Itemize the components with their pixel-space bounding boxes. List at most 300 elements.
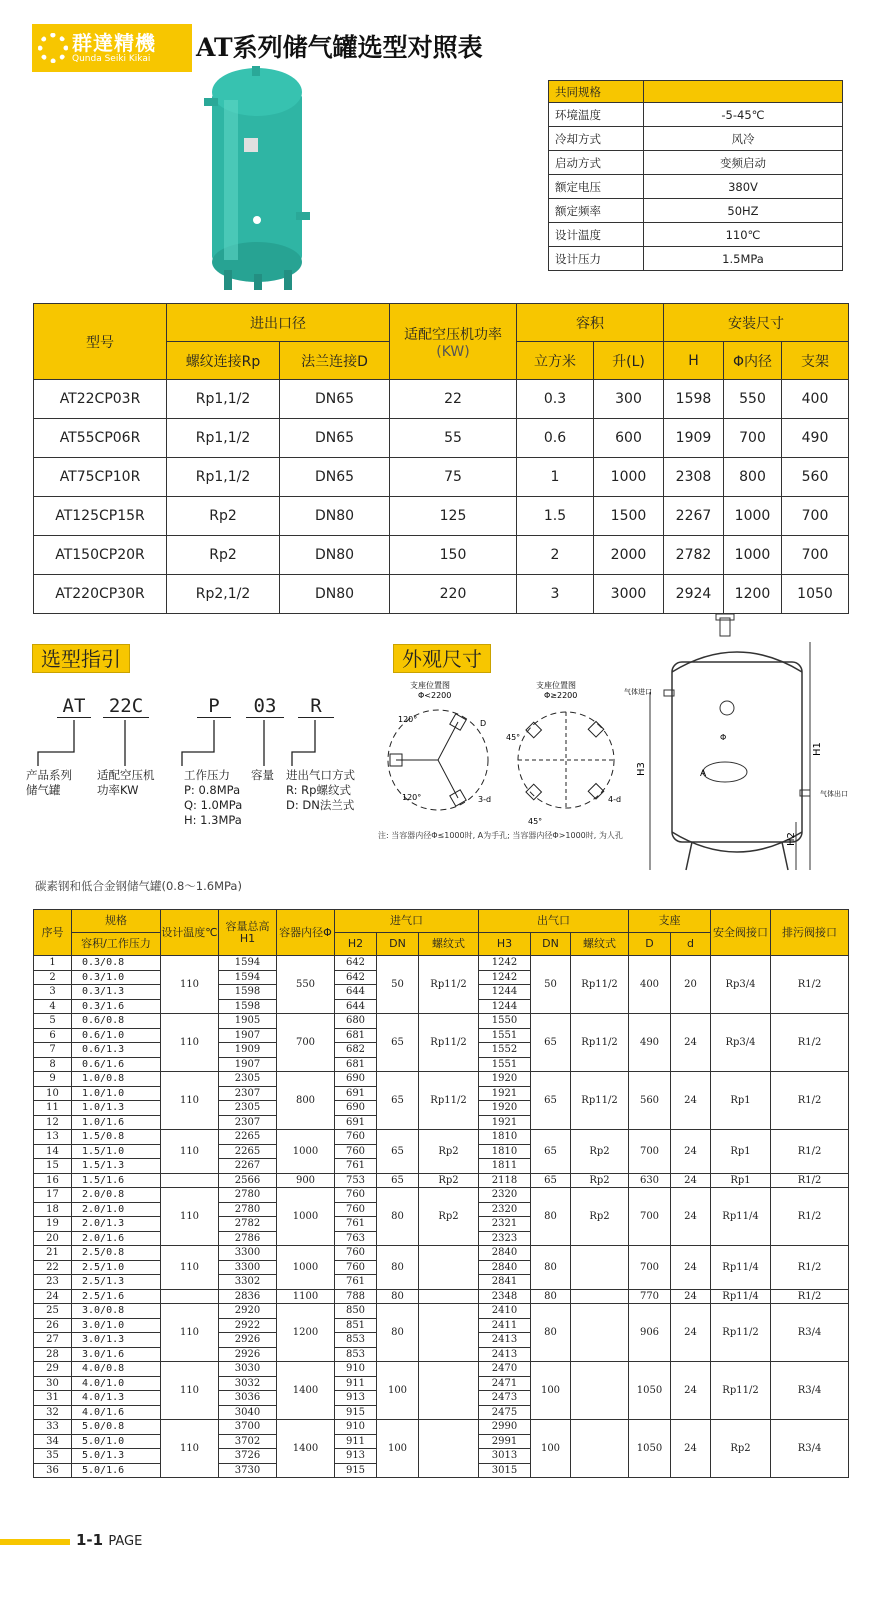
spec-label: 设计温度 [549, 223, 644, 247]
th-sup: 支座 [629, 910, 711, 933]
cell-h3: 1921 [479, 1115, 531, 1130]
cell-h2: 760 [335, 1246, 377, 1261]
table-cell: AT150CP20R [34, 536, 167, 575]
cell-safety: Rp11/2 [711, 1304, 771, 1362]
table-row [34, 1188, 849, 1203]
cell-spec: 2.5/1.3 [72, 1275, 161, 1290]
cell-h2: 690 [335, 1072, 377, 1087]
th-l: 升(L) [594, 342, 664, 380]
th-stand: 支架 [782, 342, 849, 380]
cell-no: 26 [34, 1318, 72, 1333]
cell-height: 1909 [219, 1043, 277, 1058]
section-selection-guide: 选型指引 [32, 644, 130, 673]
cell-h2: 680 [335, 1014, 377, 1029]
cell-height: 2265 [219, 1144, 277, 1159]
table-cell: 1500 [594, 497, 664, 536]
cell-h3: 3015 [479, 1463, 531, 1478]
cell-d: 24 [671, 1072, 711, 1130]
th-out: 出气口 [479, 910, 629, 933]
cell-h2: 681 [335, 1057, 377, 1072]
cell-height: 3030 [219, 1362, 277, 1377]
cell-thread2: Rp2 [571, 1130, 629, 1174]
cell-h2: 911 [335, 1376, 377, 1391]
code-connector-lines [30, 720, 350, 770]
cell-h2: 642 [335, 956, 377, 971]
cell-spec: 3.0/1.0 [72, 1318, 161, 1333]
cell-h3: 2990 [479, 1420, 531, 1435]
cell-no: 24 [34, 1289, 72, 1304]
th-temp: 设计温度℃ [161, 910, 219, 956]
spec-value: 变频启动 [644, 151, 843, 175]
cell-dia: 550 [277, 956, 335, 1014]
svg-text:120°: 120° [398, 715, 418, 724]
spec-row [549, 223, 843, 247]
cell-h3: 2413 [479, 1347, 531, 1362]
cell-spec: 0.6/1.0 [72, 1028, 161, 1043]
code-volume: 03 [246, 695, 284, 718]
table-row [34, 1304, 849, 1319]
table-cell: Rp1,1/2 [167, 458, 280, 497]
table-cell: 2924 [664, 575, 724, 614]
cell-h2: 691 [335, 1086, 377, 1101]
spec-row [549, 175, 843, 199]
cell-h2: 915 [335, 1405, 377, 1420]
cell-D: 400 [629, 956, 671, 1014]
label-port: 进出气口方式 R: Rp螺纹式 D: DN法兰式 [286, 768, 355, 812]
cell-height: 3036 [219, 1391, 277, 1406]
cell-h3: 1920 [479, 1101, 531, 1116]
cell-dn: 80 [377, 1188, 419, 1246]
cell-spec: 3.0/0.8 [72, 1304, 161, 1319]
cell-thread: Rp11/2 [419, 956, 479, 1014]
cell-spec: 2.0/1.3 [72, 1217, 161, 1232]
cell-spec: 2.0/0.8 [72, 1188, 161, 1203]
cell-h3: 1921 [479, 1086, 531, 1101]
table-row [34, 1289, 849, 1304]
cell-no: 15 [34, 1159, 72, 1174]
th-port: 进出口径 [167, 304, 390, 342]
cell-height: 3040 [219, 1405, 277, 1420]
cell-h3: 2323 [479, 1231, 531, 1246]
table-cell: 1000 [594, 458, 664, 497]
cell-temp: 110 [161, 1130, 219, 1174]
footer-bar [0, 1539, 70, 1545]
cell-h3: 1810 [479, 1130, 531, 1145]
cell-temp: 110 [161, 1014, 219, 1072]
cell-height: 2780 [219, 1202, 277, 1217]
cell-h3: 1242 [479, 956, 531, 971]
table-cell: DN65 [280, 419, 390, 458]
table-cell: Rp1,1/2 [167, 380, 280, 419]
table-cell: Rp2 [167, 497, 280, 536]
cell-drain: R3/4 [771, 1304, 849, 1362]
svg-text:H1: H1 [812, 742, 823, 756]
svg-text:H3: H3 [636, 762, 647, 776]
cell-temp: 110 [161, 1072, 219, 1130]
cell-spec: 0.3/1.0 [72, 970, 161, 985]
table-cell: DN65 [280, 458, 390, 497]
cell-height: 2926 [219, 1347, 277, 1362]
cell-dn2: 65 [531, 1014, 571, 1072]
th-d: d [671, 933, 711, 956]
cell-no: 19 [34, 1217, 72, 1232]
cell-dia: 1400 [277, 1420, 335, 1478]
spec-label: 启动方式 [549, 151, 644, 175]
cell-drain: R3/4 [771, 1362, 849, 1420]
cell-drain: R1/2 [771, 1188, 849, 1246]
svg-text:4-d: 4-d [608, 795, 622, 804]
spec-value [644, 81, 843, 103]
table-cell: Rp2,1/2 [167, 575, 280, 614]
svg-text:支座位置图: 支座位置图 [536, 681, 576, 690]
table-cell: AT125CP15R [34, 497, 167, 536]
spec-value: 50HZ [644, 199, 843, 223]
table-cell: 300 [594, 380, 664, 419]
cell-h3: 1810 [479, 1144, 531, 1159]
table-cell: 1.5 [517, 497, 594, 536]
cell-h3: 1244 [479, 985, 531, 1000]
table-row [34, 956, 849, 971]
tank-illustration [200, 60, 330, 292]
support-position-diagram [378, 680, 658, 830]
cell-spec: 4.0/0.8 [72, 1362, 161, 1377]
cell-drain: R1/2 [771, 956, 849, 1014]
cell-D: 906 [629, 1304, 671, 1362]
table-cell: 22 [390, 380, 517, 419]
cell-h3: 2413 [479, 1333, 531, 1348]
cell-height: 2920 [219, 1304, 277, 1319]
cell-h3: 2348 [479, 1289, 531, 1304]
svg-text:支座位置图: 支座位置图 [410, 681, 450, 690]
th-power: 适配空压机功率 (KW) [390, 304, 517, 380]
table-cell: AT55CP06R [34, 419, 167, 458]
cell-h3: 2471 [479, 1376, 531, 1391]
cell-height: 1905 [219, 1014, 277, 1029]
table-cell: Rp2 [167, 536, 280, 575]
cell-D: 1050 [629, 1420, 671, 1478]
cell-height: 1598 [219, 999, 277, 1014]
cell-height: 2307 [219, 1086, 277, 1101]
cell-D: 490 [629, 1014, 671, 1072]
table-cell: AT22CP03R [34, 380, 167, 419]
table-row [34, 497, 849, 536]
spec-label: 环境温度 [549, 103, 644, 127]
spec-label: 额定电压 [549, 175, 644, 199]
cell-no: 12 [34, 1115, 72, 1130]
cell-temp: 110 [161, 1188, 219, 1246]
cell-thread2: Rp11/2 [571, 1014, 629, 1072]
table-cell: 150 [390, 536, 517, 575]
spec-row [549, 127, 843, 151]
cell-dn: 65 [377, 1130, 419, 1174]
cell-h3: 2473 [479, 1391, 531, 1406]
cell-thread2 [571, 1420, 629, 1478]
cell-h2: 853 [335, 1347, 377, 1362]
cell-dn2: 100 [531, 1362, 571, 1420]
svg-text:Φ≥2200: Φ≥2200 [544, 691, 578, 700]
cell-h2: 690 [335, 1101, 377, 1116]
table-cell: DN80 [280, 497, 390, 536]
cell-thread2 [571, 1362, 629, 1420]
cell-h2: 753 [335, 1173, 377, 1188]
cell-height: 2836 [219, 1289, 277, 1304]
cell-spec: 3.0/1.3 [72, 1333, 161, 1348]
spec-label: 共同规格 [549, 81, 644, 103]
th-spec: 规格 [72, 910, 161, 933]
spec-value: 380V [644, 175, 843, 199]
table-cell: AT75CP10R [34, 458, 167, 497]
cell-dia: 900 [277, 1173, 335, 1188]
cell-h2: 853 [335, 1333, 377, 1348]
svg-text:45°: 45° [506, 733, 521, 742]
brand-name-cn: 群達精機 [72, 30, 156, 55]
cell-height: 3730 [219, 1463, 277, 1478]
th-no: 序号 [34, 910, 72, 956]
cell-dn2: 80 [531, 1246, 571, 1290]
cell-dn: 80 [377, 1246, 419, 1290]
table-cell: 1050 [782, 575, 849, 614]
cell-h2: 760 [335, 1130, 377, 1145]
label-volume: 容量 [251, 768, 274, 782]
cell-dn2: 80 [531, 1304, 571, 1362]
cell-h2: 681 [335, 1028, 377, 1043]
table-cell: 55 [390, 419, 517, 458]
cell-height: 3302 [219, 1275, 277, 1290]
cell-h3: 2320 [479, 1188, 531, 1203]
cell-thread: Rp2 [419, 1130, 479, 1174]
code-series: AT [57, 695, 91, 718]
cell-thread2: Rp11/2 [571, 1072, 629, 1130]
cell-no: 31 [34, 1391, 72, 1406]
cell-spec: 5.0/1.0 [72, 1434, 161, 1449]
cell-h2: 911 [335, 1434, 377, 1449]
cell-thread2 [571, 1246, 629, 1290]
cell-spec: 0.6/1.3 [72, 1043, 161, 1058]
cell-d: 24 [671, 1173, 711, 1188]
cell-drain: R1/2 [771, 1289, 849, 1304]
cell-no: 30 [34, 1376, 72, 1391]
section-dimensions: 外观尺寸 [393, 644, 491, 673]
cell-h2: 788 [335, 1289, 377, 1304]
cell-spec: 1.0/0.8 [72, 1072, 161, 1087]
cell-safety: Rp3/4 [711, 1014, 771, 1072]
cell-thread [419, 1304, 479, 1362]
cell-d: 24 [671, 1130, 711, 1174]
th-flange: 法兰连接D [280, 342, 390, 380]
cell-d: 24 [671, 1188, 711, 1246]
svg-text:A: A [700, 769, 707, 779]
table-cell: 490 [782, 419, 849, 458]
cell-h3: 1552 [479, 1043, 531, 1058]
cell-dia: 1100 [277, 1289, 335, 1304]
cell-h2: 682 [335, 1043, 377, 1058]
cell-spec: 1.5/1.0 [72, 1144, 161, 1159]
cell-h2: 691 [335, 1115, 377, 1130]
cell-dia: 1200 [277, 1304, 335, 1362]
cell-h3: 2320 [479, 1202, 531, 1217]
th-dia: 容器内径Φ [277, 910, 335, 956]
cell-dn: 50 [377, 956, 419, 1014]
cell-h3: 1242 [479, 970, 531, 985]
cell-h3: 3013 [479, 1449, 531, 1464]
cell-spec: 2.0/1.6 [72, 1231, 161, 1246]
cell-no: 18 [34, 1202, 72, 1217]
cell-no: 5 [34, 1014, 72, 1029]
cell-safety: Rp11/2 [711, 1362, 771, 1420]
cell-h2: 850 [335, 1304, 377, 1319]
cell-h3: 2840 [479, 1246, 531, 1261]
cell-dia: 700 [277, 1014, 335, 1072]
cell-no: 6 [34, 1028, 72, 1043]
cell-d: 24 [671, 1304, 711, 1362]
cell-height: 2566 [219, 1173, 277, 1188]
th-in: 进气口 [335, 910, 479, 933]
th-thread2: 螺纹式 [571, 933, 629, 956]
cell-safety: Rp11/4 [711, 1289, 771, 1304]
spec-value: 风冷 [644, 127, 843, 151]
table-cell: 800 [724, 458, 782, 497]
cell-dn: 65 [377, 1014, 419, 1072]
table-cell: 600 [594, 419, 664, 458]
cell-spec: 5.0/1.6 [72, 1463, 161, 1478]
table-cell: 75 [390, 458, 517, 497]
table-cell: DN65 [280, 380, 390, 419]
cell-height: 2782 [219, 1217, 277, 1232]
cell-spec: 1.5/1.6 [72, 1173, 161, 1188]
cell-no: 22 [34, 1260, 72, 1275]
cell-spec: 3.0/1.6 [72, 1347, 161, 1362]
th-h3: H3 [479, 933, 531, 956]
cell-no: 25 [34, 1304, 72, 1319]
cell-h2: 760 [335, 1202, 377, 1217]
cell-h3: 1811 [479, 1159, 531, 1174]
cell-h2: 913 [335, 1391, 377, 1406]
cell-height: 3032 [219, 1376, 277, 1391]
cell-thread [419, 1289, 479, 1304]
cell-height: 2305 [219, 1072, 277, 1087]
cell-safety: Rp1 [711, 1130, 771, 1174]
table-row [34, 575, 849, 614]
cell-h3: 2840 [479, 1260, 531, 1275]
cell-spec: 2.5/1.0 [72, 1260, 161, 1275]
cell-h2: 761 [335, 1275, 377, 1290]
cell-no: 33 [34, 1420, 72, 1435]
cell-height: 2780 [219, 1188, 277, 1203]
spec-row [549, 81, 843, 103]
th-h2: H2 [335, 933, 377, 956]
cell-dn: 65 [377, 1173, 419, 1188]
cell-no: 11 [34, 1101, 72, 1116]
cell-d: 20 [671, 956, 711, 1014]
gear-icon [38, 33, 68, 63]
code-pressure: P [197, 695, 231, 718]
table-cell: Rp1,1/2 [167, 419, 280, 458]
cell-no: 20 [34, 1231, 72, 1246]
th-vol: 容积 [517, 304, 664, 342]
cell-dia: 800 [277, 1072, 335, 1130]
cell-temp: 110 [161, 1362, 219, 1420]
cell-D: 1050 [629, 1362, 671, 1420]
cell-spec: 1.5/0.8 [72, 1130, 161, 1145]
cell-temp: 110 [161, 1420, 219, 1478]
cell-h2: 760 [335, 1188, 377, 1203]
cell-drain: R1/2 [771, 1072, 849, 1130]
cell-no: 16 [34, 1173, 72, 1188]
cell-D: 700 [629, 1246, 671, 1290]
table-cell: 2782 [664, 536, 724, 575]
cell-no: 7 [34, 1043, 72, 1058]
cell-h3: 2470 [479, 1362, 531, 1377]
dims-note: 注: 当容器内径Φ≤1000时, A为手孔; 当容器内径Φ>1000时, 为人孔 [378, 831, 623, 840]
th-install: 安装尺寸 [664, 304, 849, 342]
cell-drain: R1/2 [771, 1173, 849, 1188]
cell-spec: 0.6/0.8 [72, 1014, 161, 1029]
cell-spec: 2.5/1.6 [72, 1289, 161, 1304]
cell-d: 24 [671, 1362, 711, 1420]
cell-temp: 110 [161, 956, 219, 1014]
cell-h2: 851 [335, 1318, 377, 1333]
cell-thread2: Rp2 [571, 1188, 629, 1246]
cell-h3: 2118 [479, 1173, 531, 1188]
table-row [34, 458, 849, 497]
cell-spec: 0.3/1.3 [72, 985, 161, 1000]
cell-safety: Rp11/4 [711, 1246, 771, 1290]
label-series: 产品系列 储气罐 [26, 768, 72, 797]
cell-d: 24 [671, 1289, 711, 1304]
cell-no: 14 [34, 1144, 72, 1159]
spec-row [549, 103, 843, 127]
cell-thread [419, 1362, 479, 1420]
code-port: R [298, 695, 334, 718]
cell-spec: 0.3/0.8 [72, 956, 161, 971]
cell-spec: 4.0/1.0 [72, 1376, 161, 1391]
cell-safety: Rp2 [711, 1420, 771, 1478]
cell-no: 9 [34, 1072, 72, 1087]
cell-spec: 1.0/1.6 [72, 1115, 161, 1130]
table-cell: 700 [782, 536, 849, 575]
table-cell: 1200 [724, 575, 782, 614]
table-cell: 560 [782, 458, 849, 497]
table-subtitle: 碳素钢和低合金钢储气罐(0.8～1.6MPa) [35, 879, 242, 893]
cell-dia: 1000 [277, 1188, 335, 1246]
cell-thread: Rp11/2 [419, 1072, 479, 1130]
cell-temp [161, 1173, 219, 1188]
cell-spec: 5.0/0.8 [72, 1420, 161, 1435]
cell-height: 1598 [219, 985, 277, 1000]
cell-dn2: 65 [531, 1072, 571, 1130]
cell-drain: R1/2 [771, 1014, 849, 1072]
cell-height: 1594 [219, 956, 277, 971]
table-cell: 700 [782, 497, 849, 536]
table-cell: 2308 [664, 458, 724, 497]
th-m3: 立方米 [517, 342, 594, 380]
cell-h2: 761 [335, 1159, 377, 1174]
table-cell: 400 [782, 380, 849, 419]
table-cell: 3000 [594, 575, 664, 614]
spec-label: 冷却方式 [549, 127, 644, 151]
cell-drain: R1/2 [771, 1130, 849, 1174]
cell-height: 3300 [219, 1260, 277, 1275]
cell-h3: 1551 [479, 1057, 531, 1072]
spec-value: 1.5MPa [644, 247, 843, 271]
cell-h2: 910 [335, 1420, 377, 1435]
cell-height: 2786 [219, 1231, 277, 1246]
cell-no: 34 [34, 1434, 72, 1449]
table-cell: 1000 [724, 497, 782, 536]
cell-thread: Rp2 [419, 1188, 479, 1246]
cell-safety: Rp1 [711, 1173, 771, 1188]
table-cell: DN80 [280, 575, 390, 614]
